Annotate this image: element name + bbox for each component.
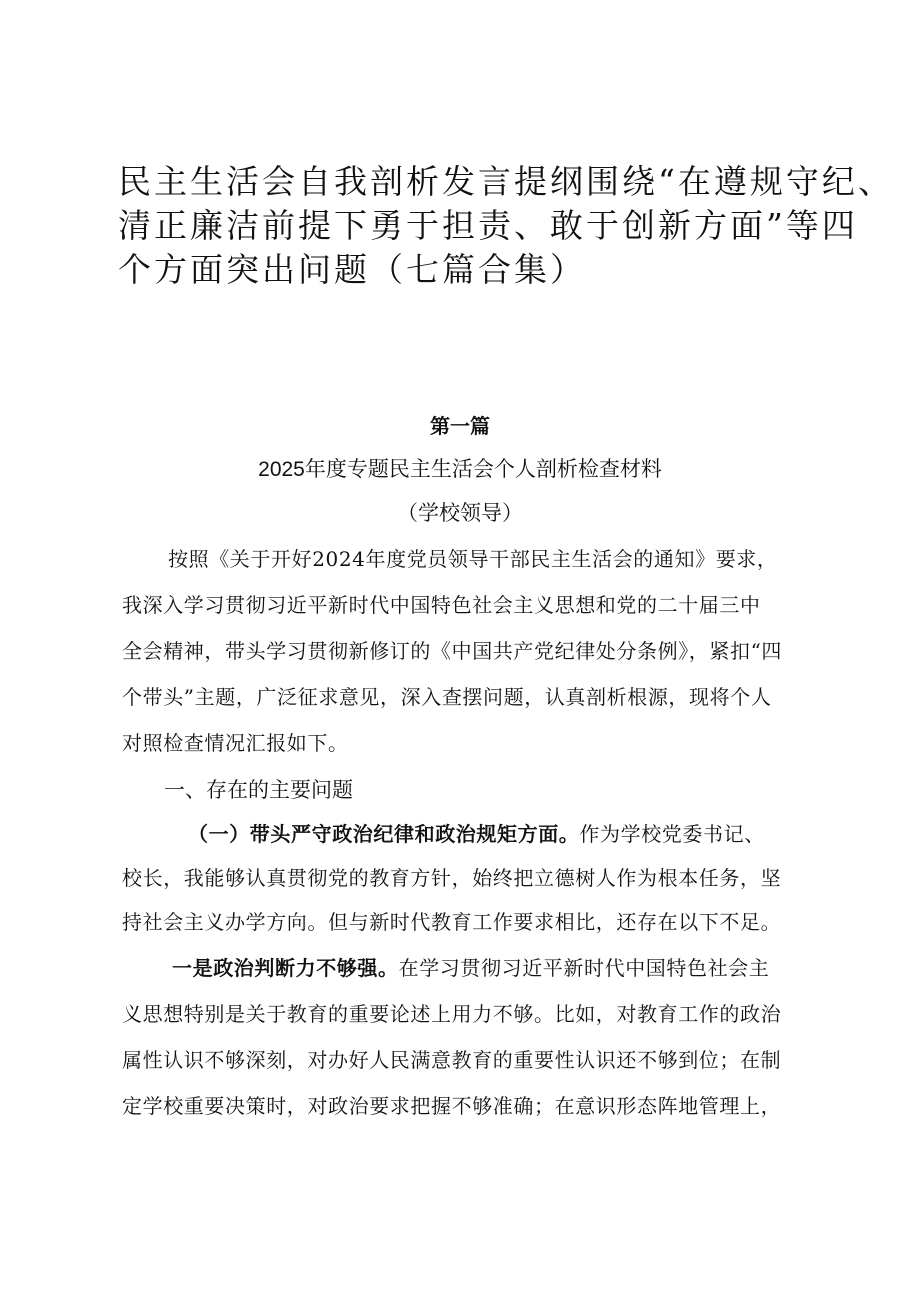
subsection-text: 作为学校党委书记、 [579, 822, 765, 846]
subsection-line: 校长，我能够认真贯彻党的教育方针，始终把立德树人作为根本任务，坚 [122, 866, 782, 890]
point-line: 义思想特别是关于教育的重要论述上用力不够。比如，对教育工作的政治 [122, 1002, 782, 1026]
point-line: 属性认识不够深刻，对办好人民满意教育的重要性认识还不够到位；在制 [122, 1048, 782, 1072]
subsection-lead: （一）带头严守政治纪律和政治规矩方面。 [188, 822, 580, 846]
intro-line: 按照《关于开好2024年度党员领导干部民主生活会的通知》要求， [168, 547, 778, 571]
title-line: 清正廉洁前提下勇于担责、敢于创新方面”等四 [118, 206, 858, 245]
title-line: 民主生活会自我剖析发言提纲围绕“在遵规守纪、 [118, 162, 894, 201]
intro-line: 全会精神，带头学习贯彻新修订的《中国共产党纪律处分条例》，紧扣“四 [122, 639, 783, 663]
point-first-line [172, 956, 769, 980]
intro-line: 我深入学习贯彻习近平新时代中国特色社会主义思想和党的二十届三中 [122, 593, 761, 617]
title-line: 个方面突出问题（七篇合集） [118, 250, 586, 289]
subsection-first-line [188, 822, 765, 846]
point-line: 定学校重要决策时，对政治要求把握不够准确；在意识形态阵地管理上， [122, 1094, 782, 1118]
document-title [118, 160, 894, 292]
section-number: 第一篇 [430, 416, 490, 438]
point-text: 在学习贯彻习近平新时代中国特色社会主 [398, 956, 770, 980]
point-lead: 一是政治判断力不够强。 [172, 956, 399, 980]
section-subtitle: （学校领导） [397, 502, 523, 525]
section-title: 2025年度专题民主生活会个人剖析检查材料 [258, 458, 662, 481]
intro-line: 对照检查情况汇报如下。 [122, 731, 349, 755]
heading-main-problems: 一、存在的主要问题 [164, 779, 353, 802]
subsection-line: 持社会主义办学方向。但与新时代教育工作要求相比，还存在以下不足。 [122, 910, 782, 934]
intro-line: 个带头”主题，广泛征求意见，深入查摆问题，认真剖析根源，现将个人 [122, 685, 772, 709]
